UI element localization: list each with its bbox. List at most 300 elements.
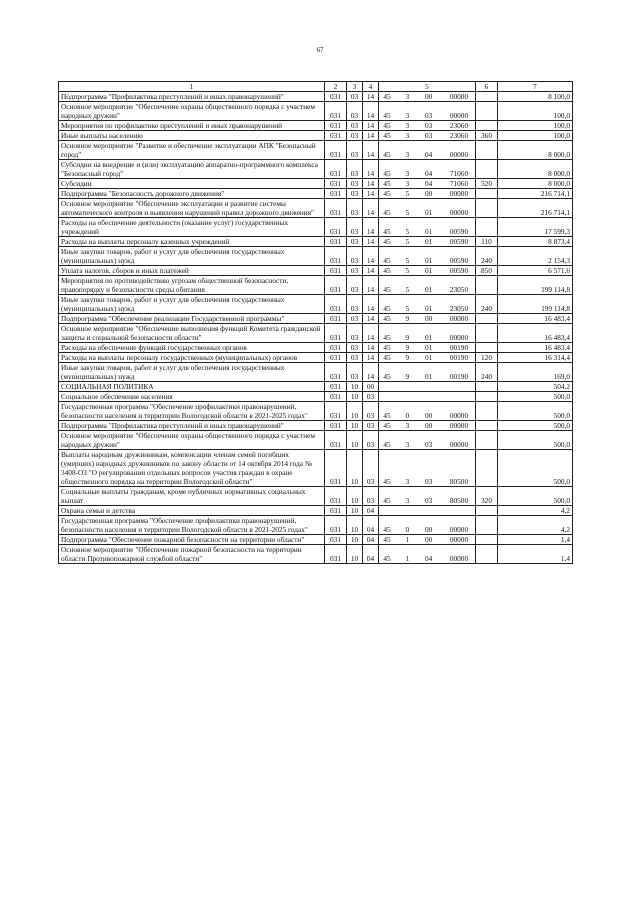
target-article-p1: 45 [383, 208, 391, 217]
row-admin-code: 031 [325, 295, 347, 314]
row-target-article [379, 431, 476, 450]
target-article-parts [381, 227, 473, 236]
row-amount: 16 314,4 [498, 353, 573, 363]
row-target-article [379, 92, 476, 102]
target-article-p3: 03 [425, 496, 433, 505]
row-admin-code: 031 [325, 179, 347, 189]
row-section: 03 [347, 121, 363, 131]
row-section: 03 [347, 189, 363, 199]
table-row [59, 353, 573, 363]
target-article-parts [381, 266, 473, 275]
row-name: Расходы на обеспечение деятельности (оказание услуг) государственных учреждений [59, 218, 325, 237]
target-article-parts [381, 111, 473, 120]
col-header-5: 5 [379, 82, 476, 92]
target-article-p2: 3 [405, 421, 410, 430]
target-article-p2: 3 [405, 477, 410, 486]
row-subsection: 14 [363, 295, 379, 314]
target-article-p1: 45 [383, 372, 391, 381]
row-admin-code: 031 [325, 324, 347, 343]
row-target-article [379, 160, 476, 179]
col-header-3: 3 [347, 82, 363, 92]
target-article-p2: 9 [405, 372, 410, 381]
row-target-article [379, 218, 476, 237]
row-amount: 8 000,0 [498, 160, 573, 179]
target-article-p3: 03 [425, 440, 433, 449]
table-row [59, 247, 573, 266]
row-amount: 500,0 [498, 487, 573, 506]
target-article-p4: 71060 [449, 179, 469, 188]
target-article-parts [381, 169, 473, 178]
row-expense-type: 240 [476, 363, 498, 382]
row-name: Субсидии [59, 179, 325, 189]
row-target-article [379, 237, 476, 247]
target-article-p3: 04 [425, 150, 433, 159]
target-article-p1: 45 [383, 266, 391, 275]
row-amount: 500,0 [498, 392, 573, 402]
row-amount: 199 114,8 [498, 295, 573, 314]
row-expense-type [476, 141, 498, 160]
target-article-p1: 45 [383, 411, 391, 420]
row-target-article [379, 324, 476, 343]
row-name: Иные закупки товаров, работ и услуг для обеспечения государственных (муниципальных) нужд [59, 295, 325, 314]
row-section: 03 [347, 353, 363, 363]
row-section: 10 [347, 382, 363, 392]
row-subsection: 03 [363, 450, 379, 487]
row-admin-code: 031 [325, 487, 347, 506]
row-amount: 500,0 [498, 431, 573, 450]
table-row [59, 421, 573, 431]
target-article-p1: 45 [383, 304, 391, 313]
row-name: Подпрограмма "Безопасность дорожного движения" [59, 189, 325, 199]
row-expense-type [476, 324, 498, 343]
row-section: 10 [347, 535, 363, 545]
target-article-p1: 45 [383, 496, 391, 505]
row-expense-type [476, 343, 498, 353]
table-row [59, 92, 573, 102]
row-section: 10 [347, 545, 363, 564]
row-section: 03 [347, 295, 363, 314]
row-name: Выплаты народным дружинникам, компенсации членам семей погибших (умерших) народных дружинников по закону области от 14 октября 2014 года № 3408-ОЗ "О регулировании отдельных вопросов участия граждан в охране общественного порядка на территории Вологодской области" [59, 450, 325, 487]
target-article-p1: 45 [383, 353, 391, 362]
row-section: 03 [347, 92, 363, 102]
target-article-p1: 45 [383, 189, 391, 198]
row-section: 03 [347, 160, 363, 179]
target-article-p3: 01 [425, 353, 433, 362]
row-amount: 500,0 [498, 450, 573, 487]
row-name: Социальные выплаты гражданам, кроме публичных нормативных социальных выплат [59, 487, 325, 506]
row-target-article [379, 487, 476, 506]
table-row [59, 392, 573, 402]
target-article-p2: 9 [405, 343, 410, 352]
row-name: Расходы на обеспечение функций государственных органов [59, 343, 325, 353]
target-article-p4: 00590 [449, 266, 469, 275]
row-section: 03 [347, 247, 363, 266]
row-target-article [379, 295, 476, 314]
row-expense-type [476, 382, 498, 392]
row-expense-type [476, 421, 498, 431]
row-admin-code: 031 [325, 363, 347, 382]
table-row [59, 450, 573, 487]
row-amount: 16 483,4 [498, 343, 573, 353]
row-admin-code: 031 [325, 121, 347, 131]
table-row [59, 199, 573, 218]
row-expense-type: 240 [476, 247, 498, 266]
row-name: Расходы на выплаты персоналу государственных (муниципальных) органов [59, 353, 325, 363]
row-section: 03 [347, 179, 363, 189]
table-row [59, 506, 573, 516]
row-amount: 100,0 [498, 131, 573, 141]
row-section: 03 [347, 131, 363, 141]
target-article-parts [381, 421, 473, 430]
target-article-p3: 04 [425, 179, 433, 188]
row-subsection: 14 [363, 247, 379, 266]
row-admin-code: 031 [325, 392, 347, 402]
target-article-parts [381, 304, 473, 313]
row-expense-type [476, 545, 498, 564]
row-target-article [379, 141, 476, 160]
target-article-p1: 45 [383, 314, 391, 323]
target-article-p3: 01 [425, 227, 433, 236]
row-expense-type [476, 431, 498, 450]
target-article-p4: 23060 [449, 121, 469, 130]
target-article-p4: 23050 [449, 304, 469, 313]
row-amount: 16 483,4 [498, 324, 573, 343]
target-article-p2: 3 [405, 131, 410, 140]
row-name: Иные закупки товаров, работ и услуг для обеспечения государственных (муниципальных) нужд [59, 363, 325, 382]
row-subsection: 00 [363, 382, 379, 392]
row-expense-type: 110 [476, 237, 498, 247]
row-expense-type: 120 [476, 353, 498, 363]
target-article-parts [381, 554, 473, 563]
row-amount: 504,2 [498, 382, 573, 392]
target-article-p4: 00000 [449, 333, 469, 342]
row-section: 03 [347, 141, 363, 160]
row-amount: 4,2 [498, 506, 573, 516]
target-article-p1: 45 [383, 131, 391, 140]
row-name: Основное мероприятие "Обеспечение пожарной безопасности на территории области Противопожарной службой области" [59, 545, 325, 564]
table-row [59, 295, 573, 314]
target-article-p2: 1 [405, 535, 410, 544]
header-row [59, 82, 573, 92]
target-article-p1: 45 [383, 285, 391, 294]
row-name: Мероприятия по противодействию угрозам общественной безопасности, правопорядку и безопасности среды обитания [59, 276, 325, 295]
target-article-parts [381, 525, 473, 534]
row-target-article [379, 421, 476, 431]
row-target-article [379, 545, 476, 564]
row-name: Мероприятия по профилактике преступлений и иных правонарушений [59, 121, 325, 131]
row-amount: 16 483,4 [498, 314, 573, 324]
row-section: 10 [347, 402, 363, 421]
target-article-p3: 00 [425, 525, 433, 534]
target-article-parts [381, 256, 473, 265]
target-article-p2: 3 [405, 111, 410, 120]
row-subsection: 14 [363, 121, 379, 131]
target-article-p4: 00000 [449, 554, 469, 563]
row-name: Государственная программа "Обеспечение профилактики правонарушений, безопасности населения и территории Вологодской области в 2021-2025 годах" [59, 402, 325, 421]
row-name: Государственная программа "Обеспечение профилактики правонарушений, безопасности населения и территории Вологодской области в 2021-2025 годах" [59, 516, 325, 535]
target-article-p3: 01 [425, 372, 433, 381]
col-header-1: 1 [59, 82, 325, 92]
row-section: 03 [347, 343, 363, 353]
target-article-p2: 3 [405, 496, 410, 505]
target-article-p2: 9 [405, 333, 410, 342]
row-amount: 199 114,8 [498, 276, 573, 295]
row-admin-code: 031 [325, 237, 347, 247]
target-article-p3: 00 [425, 421, 433, 430]
target-article-p4: 00000 [449, 535, 469, 544]
row-name: Охрана семьи и детства [59, 506, 325, 516]
row-subsection: 14 [363, 199, 379, 218]
target-article-parts [381, 496, 473, 505]
target-article-p1: 45 [383, 179, 391, 188]
table-row [59, 431, 573, 450]
page-number: 67 [316, 46, 324, 54]
target-article-parts [381, 189, 473, 198]
row-section: 03 [347, 363, 363, 382]
row-subsection: 14 [363, 92, 379, 102]
target-article-p1: 45 [383, 333, 391, 342]
target-article-p2: 5 [405, 256, 410, 265]
target-article-p3: 01 [425, 285, 433, 294]
row-subsection: 14 [363, 324, 379, 343]
row-target-article [379, 199, 476, 218]
target-article-parts [381, 343, 473, 352]
target-article-p3: 04 [425, 169, 433, 178]
row-target-article [379, 102, 476, 121]
row-admin-code: 031 [325, 266, 347, 276]
row-amount: 8 100,0 [498, 92, 573, 102]
row-admin-code: 031 [325, 314, 347, 324]
row-subsection: 04 [363, 535, 379, 545]
row-section: 10 [347, 487, 363, 506]
table-row [59, 535, 573, 545]
target-article-p4: 23050 [449, 285, 469, 294]
row-name: Субсидии на внедрение и (или) эксплуатацию аппаратно-программного комплекса "Безопасный город" [59, 160, 325, 179]
row-amount: 4,2 [498, 516, 573, 535]
row-target-article [379, 516, 476, 535]
row-admin-code: 031 [325, 276, 347, 295]
row-expense-type [476, 506, 498, 516]
target-article-parts [381, 237, 473, 246]
target-article-p4: 00000 [449, 189, 469, 198]
target-article-p4: 00000 [449, 150, 469, 159]
target-article-p3: 03 [425, 121, 433, 130]
table-row [59, 189, 573, 199]
row-admin-code: 031 [325, 450, 347, 487]
target-article-p1: 45 [383, 111, 391, 120]
row-expense-type [476, 314, 498, 324]
row-admin-code: 031 [325, 506, 347, 516]
row-name: Иные закупки товаров, работ и услуг для обеспечения государственных (муниципальных) нужд [59, 247, 325, 266]
row-section: 03 [347, 314, 363, 324]
target-article-parts [381, 440, 473, 449]
row-admin-code: 031 [325, 431, 347, 450]
row-name: Основное мероприятие "Обеспечение охраны общественного порядка с участием народных дружин" [59, 102, 325, 121]
row-subsection: 04 [363, 516, 379, 535]
row-subsection: 14 [363, 160, 379, 179]
row-amount: 8 873,4 [498, 237, 573, 247]
target-article-p4: 00190 [449, 343, 469, 352]
row-subsection: 03 [363, 392, 379, 402]
target-article-p4: 00000 [449, 314, 469, 323]
row-target-article [379, 392, 476, 402]
row-amount: 2 154,3 [498, 247, 573, 266]
target-article-p2: 5 [405, 227, 410, 236]
target-article-p3: 01 [425, 343, 433, 352]
row-name: Основное мероприятие "Обеспечение охраны общественного порядка с участием народных дружин" [59, 431, 325, 450]
row-amount: 8 000,0 [498, 141, 573, 160]
row-subsection: 04 [363, 506, 379, 516]
row-target-article [379, 506, 476, 516]
target-article-p2: 5 [405, 304, 410, 313]
target-article-parts [381, 121, 473, 130]
row-expense-type [476, 92, 498, 102]
row-expense-type [476, 218, 498, 237]
target-article-p2: 1 [405, 554, 410, 563]
row-section: 03 [347, 266, 363, 276]
row-subsection: 14 [363, 237, 379, 247]
target-article-p2: 0 [405, 411, 410, 420]
row-subsection: 14 [363, 314, 379, 324]
row-expense-type [476, 199, 498, 218]
target-article-parts [381, 314, 473, 323]
col-header-6: 6 [476, 82, 498, 92]
target-article-p4: 00000 [449, 440, 469, 449]
row-name: Подпрограмма "Профилактика преступлений и иных правонарушений" [59, 92, 325, 102]
target-article-p2: 3 [405, 92, 410, 101]
target-article-p3: 00 [425, 535, 433, 544]
col-header-2: 2 [325, 82, 347, 92]
target-article-p3: 01 [425, 266, 433, 275]
col-header-4: 4 [363, 82, 379, 92]
target-article-parts [381, 372, 473, 381]
row-admin-code: 031 [325, 199, 347, 218]
row-admin-code: 031 [325, 343, 347, 353]
row-target-article [379, 247, 476, 266]
row-subsection: 14 [363, 141, 379, 160]
row-expense-type [476, 189, 498, 199]
target-article-p4: 00000 [449, 111, 469, 120]
row-admin-code: 031 [325, 382, 347, 392]
target-article-p2: 3 [405, 121, 410, 130]
row-admin-code: 031 [325, 92, 347, 102]
table-row [59, 218, 573, 237]
target-article-p1: 45 [383, 343, 391, 352]
row-subsection: 14 [363, 266, 379, 276]
target-article-p4: 00000 [449, 411, 469, 420]
row-amount: 100,0 [498, 102, 573, 121]
table-row [59, 266, 573, 276]
target-article-p1: 45 [383, 92, 391, 101]
table-row [59, 382, 573, 392]
row-subsection: 14 [363, 276, 379, 295]
row-admin-code: 031 [325, 535, 347, 545]
row-target-article [379, 382, 476, 392]
target-article-p3: 01 [425, 208, 433, 217]
row-expense-type [476, 102, 498, 121]
row-name: Основное мероприятие "Развитие и обеспечение эксплуатации АПК "Безопасный город" [59, 141, 325, 160]
target-article-p2: 9 [405, 314, 410, 323]
target-article-p3: 00 [425, 314, 433, 323]
row-target-article [379, 535, 476, 545]
row-admin-code: 031 [325, 545, 347, 564]
row-subsection: 14 [363, 179, 379, 189]
row-amount: 216 714,1 [498, 189, 573, 199]
target-article-p4: 00590 [449, 256, 469, 265]
target-article-p3: 00 [425, 411, 433, 420]
target-article-p4: 00190 [449, 353, 469, 362]
target-article-parts [381, 285, 473, 294]
row-subsection: 03 [363, 431, 379, 450]
target-article-p4: 00590 [449, 227, 469, 236]
target-article-p3: 03 [425, 111, 433, 120]
row-expense-type: 320 [476, 487, 498, 506]
table-row [59, 179, 573, 189]
row-admin-code: 031 [325, 402, 347, 421]
target-article-p4: 80500 [449, 477, 469, 486]
table-row [59, 160, 573, 179]
target-article-p4: 80500 [449, 496, 469, 505]
target-article-p4: 00590 [449, 237, 469, 246]
table-body [59, 82, 573, 564]
target-article-parts [381, 179, 473, 188]
row-name: Подпрограмма "Обеспечение реализации Государственной программы" [59, 314, 325, 324]
target-article-p1: 45 [383, 121, 391, 130]
target-article-p1: 45 [383, 227, 391, 236]
row-subsection: 03 [363, 402, 379, 421]
target-article-p2: 9 [405, 353, 410, 362]
row-expense-type [476, 276, 498, 295]
row-subsection: 14 [363, 131, 379, 141]
row-amount: 1,4 [498, 535, 573, 545]
table-row [59, 516, 573, 535]
target-article-p3: 01 [425, 237, 433, 246]
target-article-parts [381, 150, 473, 159]
target-article-p2: 5 [405, 237, 410, 246]
row-subsection: 14 [363, 218, 379, 237]
row-section: 03 [347, 199, 363, 218]
table-row [59, 343, 573, 353]
target-article-p4: 00190 [449, 372, 469, 381]
row-section: 10 [347, 431, 363, 450]
row-expense-type [476, 402, 498, 421]
budget-table [58, 81, 573, 564]
row-name: Основное мероприятие "Обеспечение эксплуатации и развитие системы автоматического контроля и выявления нарушений правил дорожного движения" [59, 199, 325, 218]
row-expense-type [476, 121, 498, 131]
row-name: Основное мероприятие "Обеспечение выполнения функций Комитета гражданской защиты и социальной безопасности области" [59, 324, 325, 343]
target-article-parts [381, 477, 473, 486]
target-article-p2: 3 [405, 179, 410, 188]
table-row [59, 487, 573, 506]
row-admin-code: 031 [325, 189, 347, 199]
row-admin-code: 031 [325, 131, 347, 141]
target-article-parts [381, 333, 473, 342]
row-subsection: 14 [363, 102, 379, 121]
row-amount: 100,0 [498, 121, 573, 131]
row-admin-code: 031 [325, 141, 347, 160]
table-row [59, 545, 573, 564]
row-expense-type: 240 [476, 295, 498, 314]
target-article-p4: 00000 [449, 525, 469, 534]
row-name: СОЦИАЛЬНАЯ ПОЛИТИКА [59, 382, 325, 392]
target-article-p3: 03 [425, 477, 433, 486]
row-section: 10 [347, 450, 363, 487]
row-target-article [379, 363, 476, 382]
target-article-p1: 45 [383, 421, 391, 430]
row-name: Подпрограмма "Обеспечение пожарной безопасности на территории области" [59, 535, 325, 545]
row-target-article [379, 266, 476, 276]
table-row [59, 402, 573, 421]
